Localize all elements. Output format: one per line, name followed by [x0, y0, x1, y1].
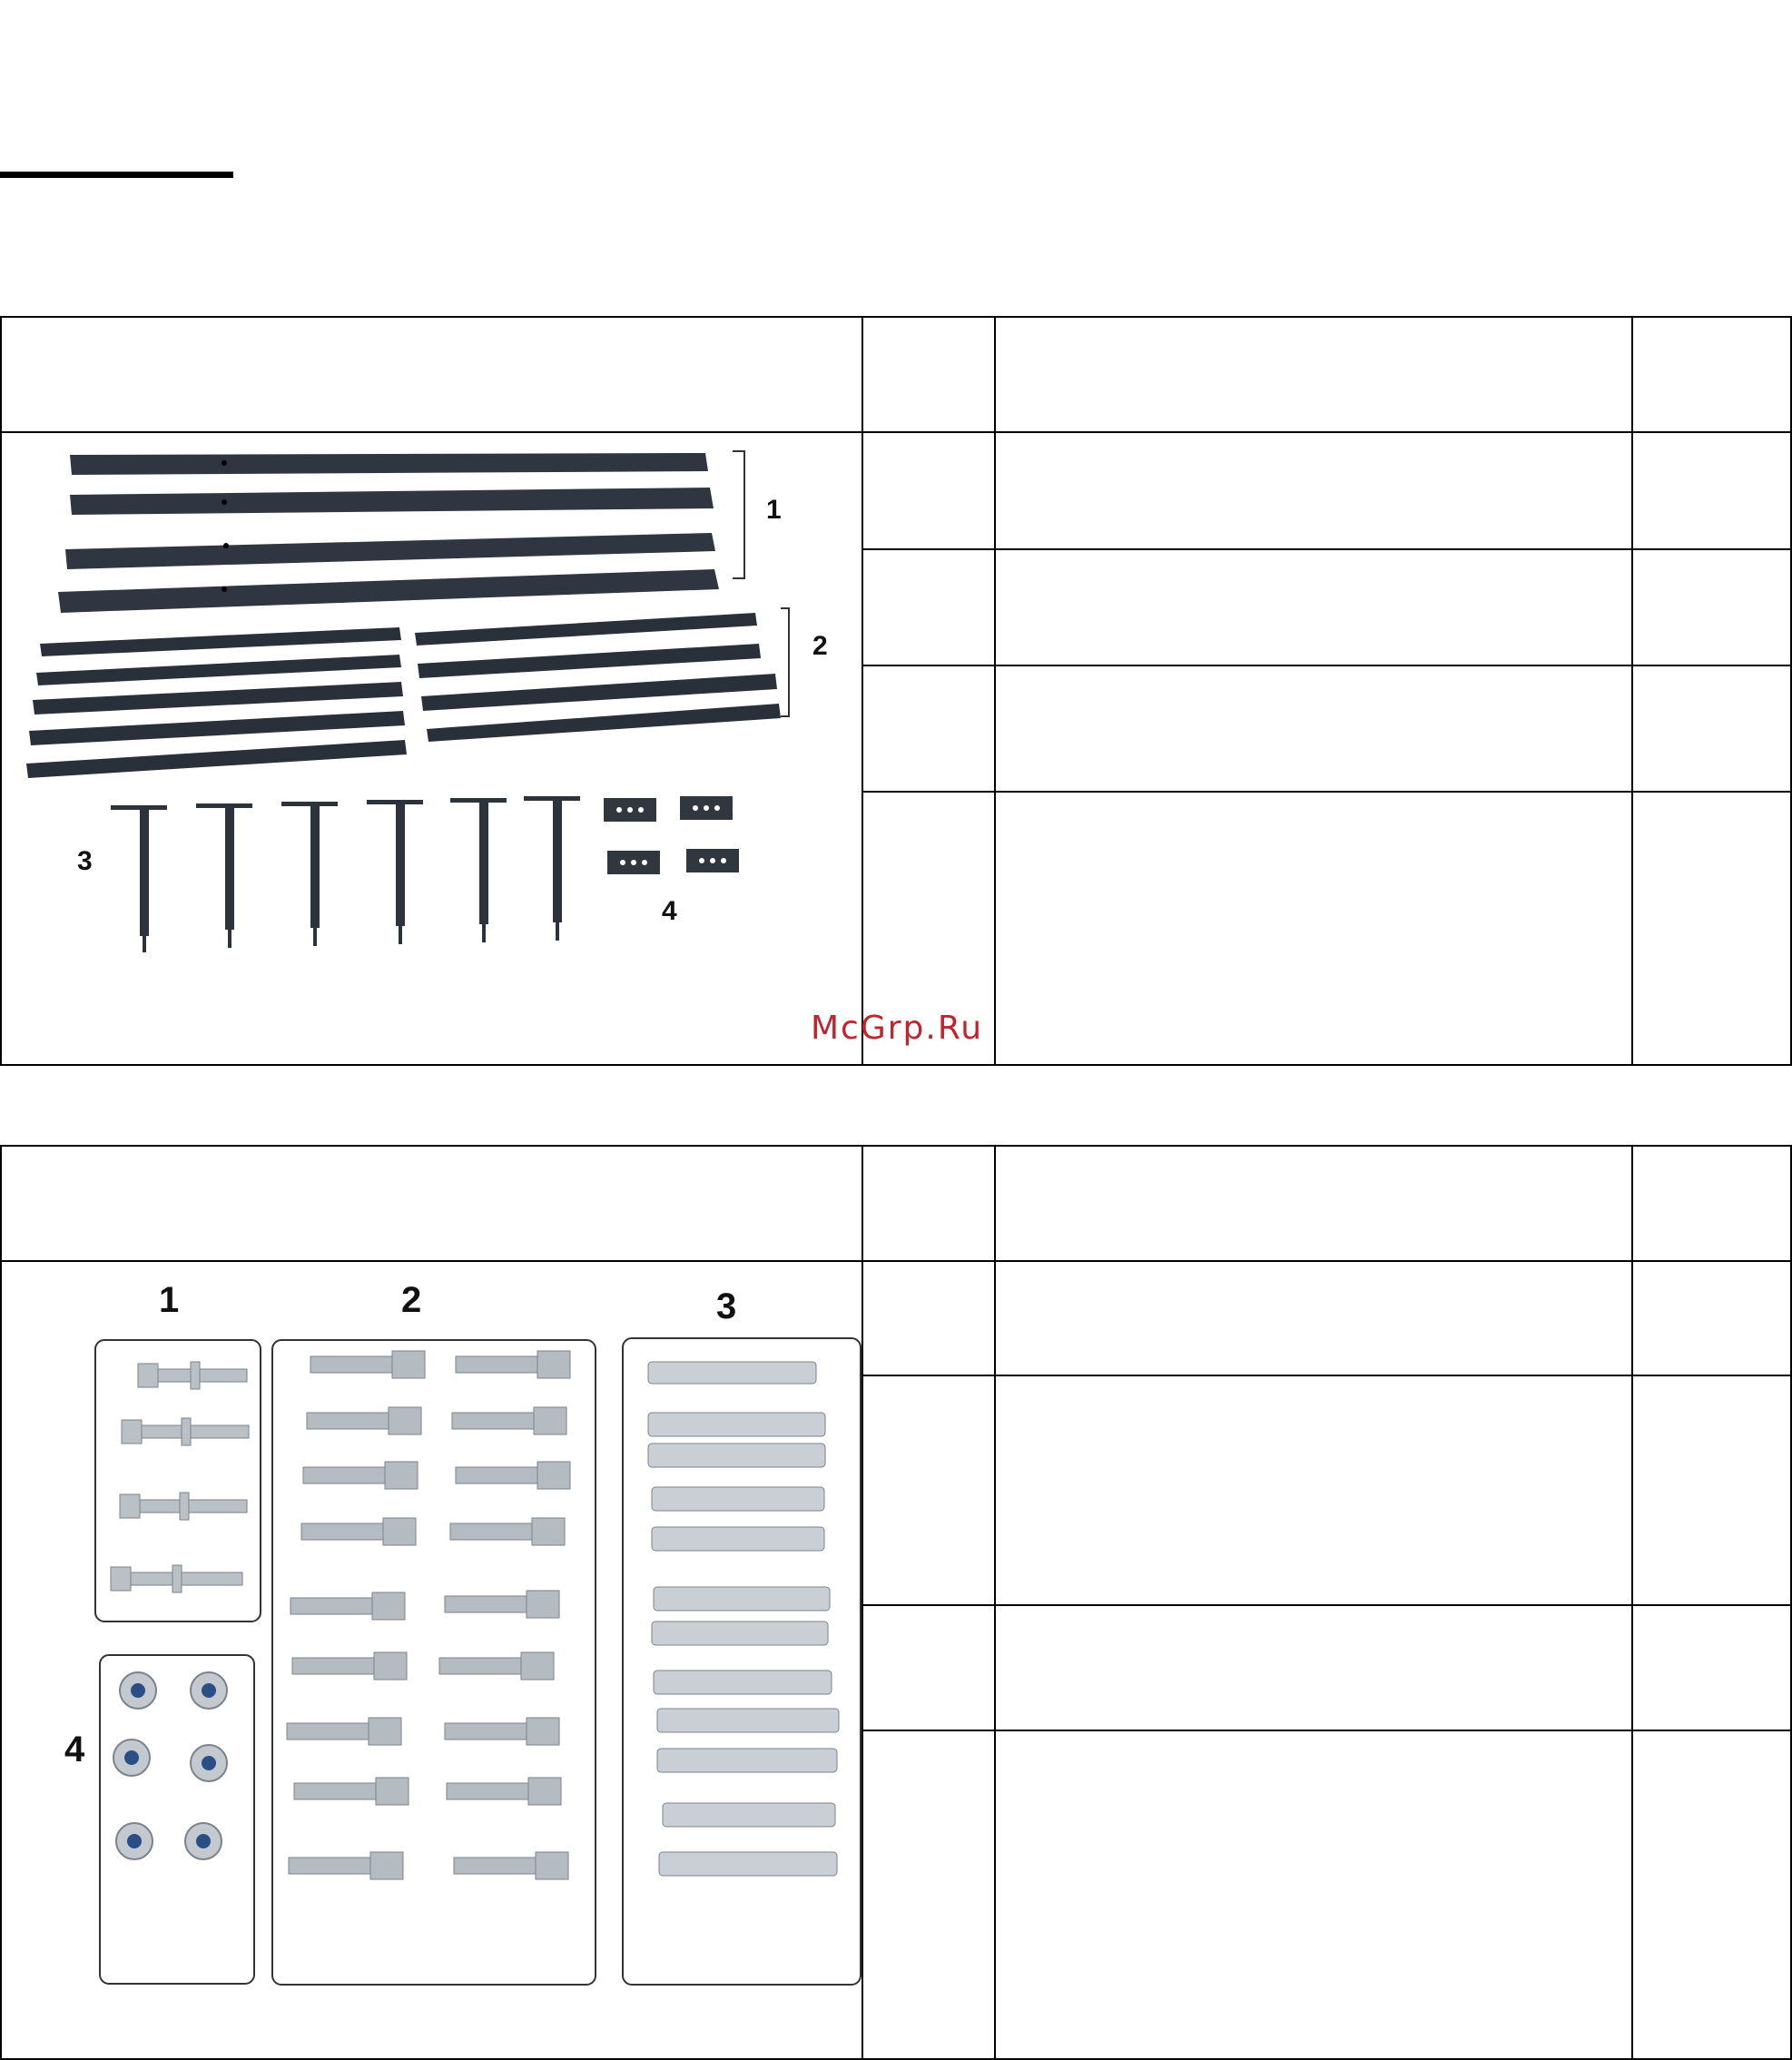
table-row: [1, 432, 1791, 549]
part-description-cell: [995, 549, 1632, 666]
header-cell-number: [862, 1146, 995, 1261]
part-quantity-cell: [1632, 1730, 1791, 2060]
part-quantity-cell: [1632, 549, 1791, 666]
part-number-cell: [862, 1605, 995, 1730]
parts-label-1: 1: [766, 495, 782, 525]
parts-photo: [2, 433, 862, 1064]
part-number-cell: [862, 1730, 995, 2060]
part-description-cell: [995, 792, 1632, 1065]
hardware-photo-cell: [1, 1261, 862, 2059]
hardware-table-header-row: [1, 1146, 1791, 1261]
part-quantity-cell: [1632, 1375, 1791, 1605]
part-quantity-cell: [1632, 665, 1791, 792]
parts-table-header-row: [1, 317, 1791, 432]
hardware-table: [0, 1145, 1792, 2060]
part-number-cell: [862, 432, 995, 549]
header-cell-description: [995, 317, 1632, 432]
hardware-label-1: 1: [159, 1280, 180, 1320]
part-number-cell: [862, 1261, 995, 1375]
part-quantity-cell: [1632, 792, 1791, 1065]
part-description-cell: [995, 1375, 1632, 1605]
part-quantity-cell: [1632, 1261, 1791, 1375]
header-cell-quantity: [1632, 317, 1791, 432]
parts-label-2: 2: [812, 631, 828, 661]
header-cell-description: [995, 1146, 1632, 1261]
parts-table: [0, 316, 1792, 1066]
hardware-photo: [2, 1262, 862, 2058]
part-description-cell: [995, 1730, 1632, 2060]
parts-label-3: 3: [77, 846, 93, 876]
header-cell-number: [862, 317, 995, 432]
table-row: [1, 1261, 1791, 1375]
part-quantity-cell: [1632, 432, 1791, 549]
part-description-cell: [995, 1605, 1632, 1730]
parts-photo-cell: [1, 432, 862, 1065]
header-cell-image: [1, 1146, 862, 1261]
hardware-label-4: 4: [64, 1730, 85, 1769]
watermark: McGrp.Ru: [811, 1010, 984, 1047]
header-cell-image: [1, 317, 862, 432]
fasteners-image: [2, 1262, 863, 2054]
part-description-cell: [995, 665, 1632, 792]
part-number-cell: [862, 1375, 995, 1605]
steel-frame-parts-image: [2, 433, 863, 1060]
part-quantity-cell: [1632, 1605, 1791, 1730]
part-description-cell: [995, 432, 1632, 549]
header-cell-quantity: [1632, 1146, 1791, 1261]
hardware-label-2: 2: [401, 1280, 422, 1320]
part-number-cell: [862, 665, 995, 792]
heading-underline: [0, 172, 233, 178]
parts-label-4: 4: [662, 896, 677, 926]
part-number-cell: [862, 549, 995, 666]
part-description-cell: [995, 1261, 1632, 1375]
hardware-label-3: 3: [716, 1286, 737, 1326]
